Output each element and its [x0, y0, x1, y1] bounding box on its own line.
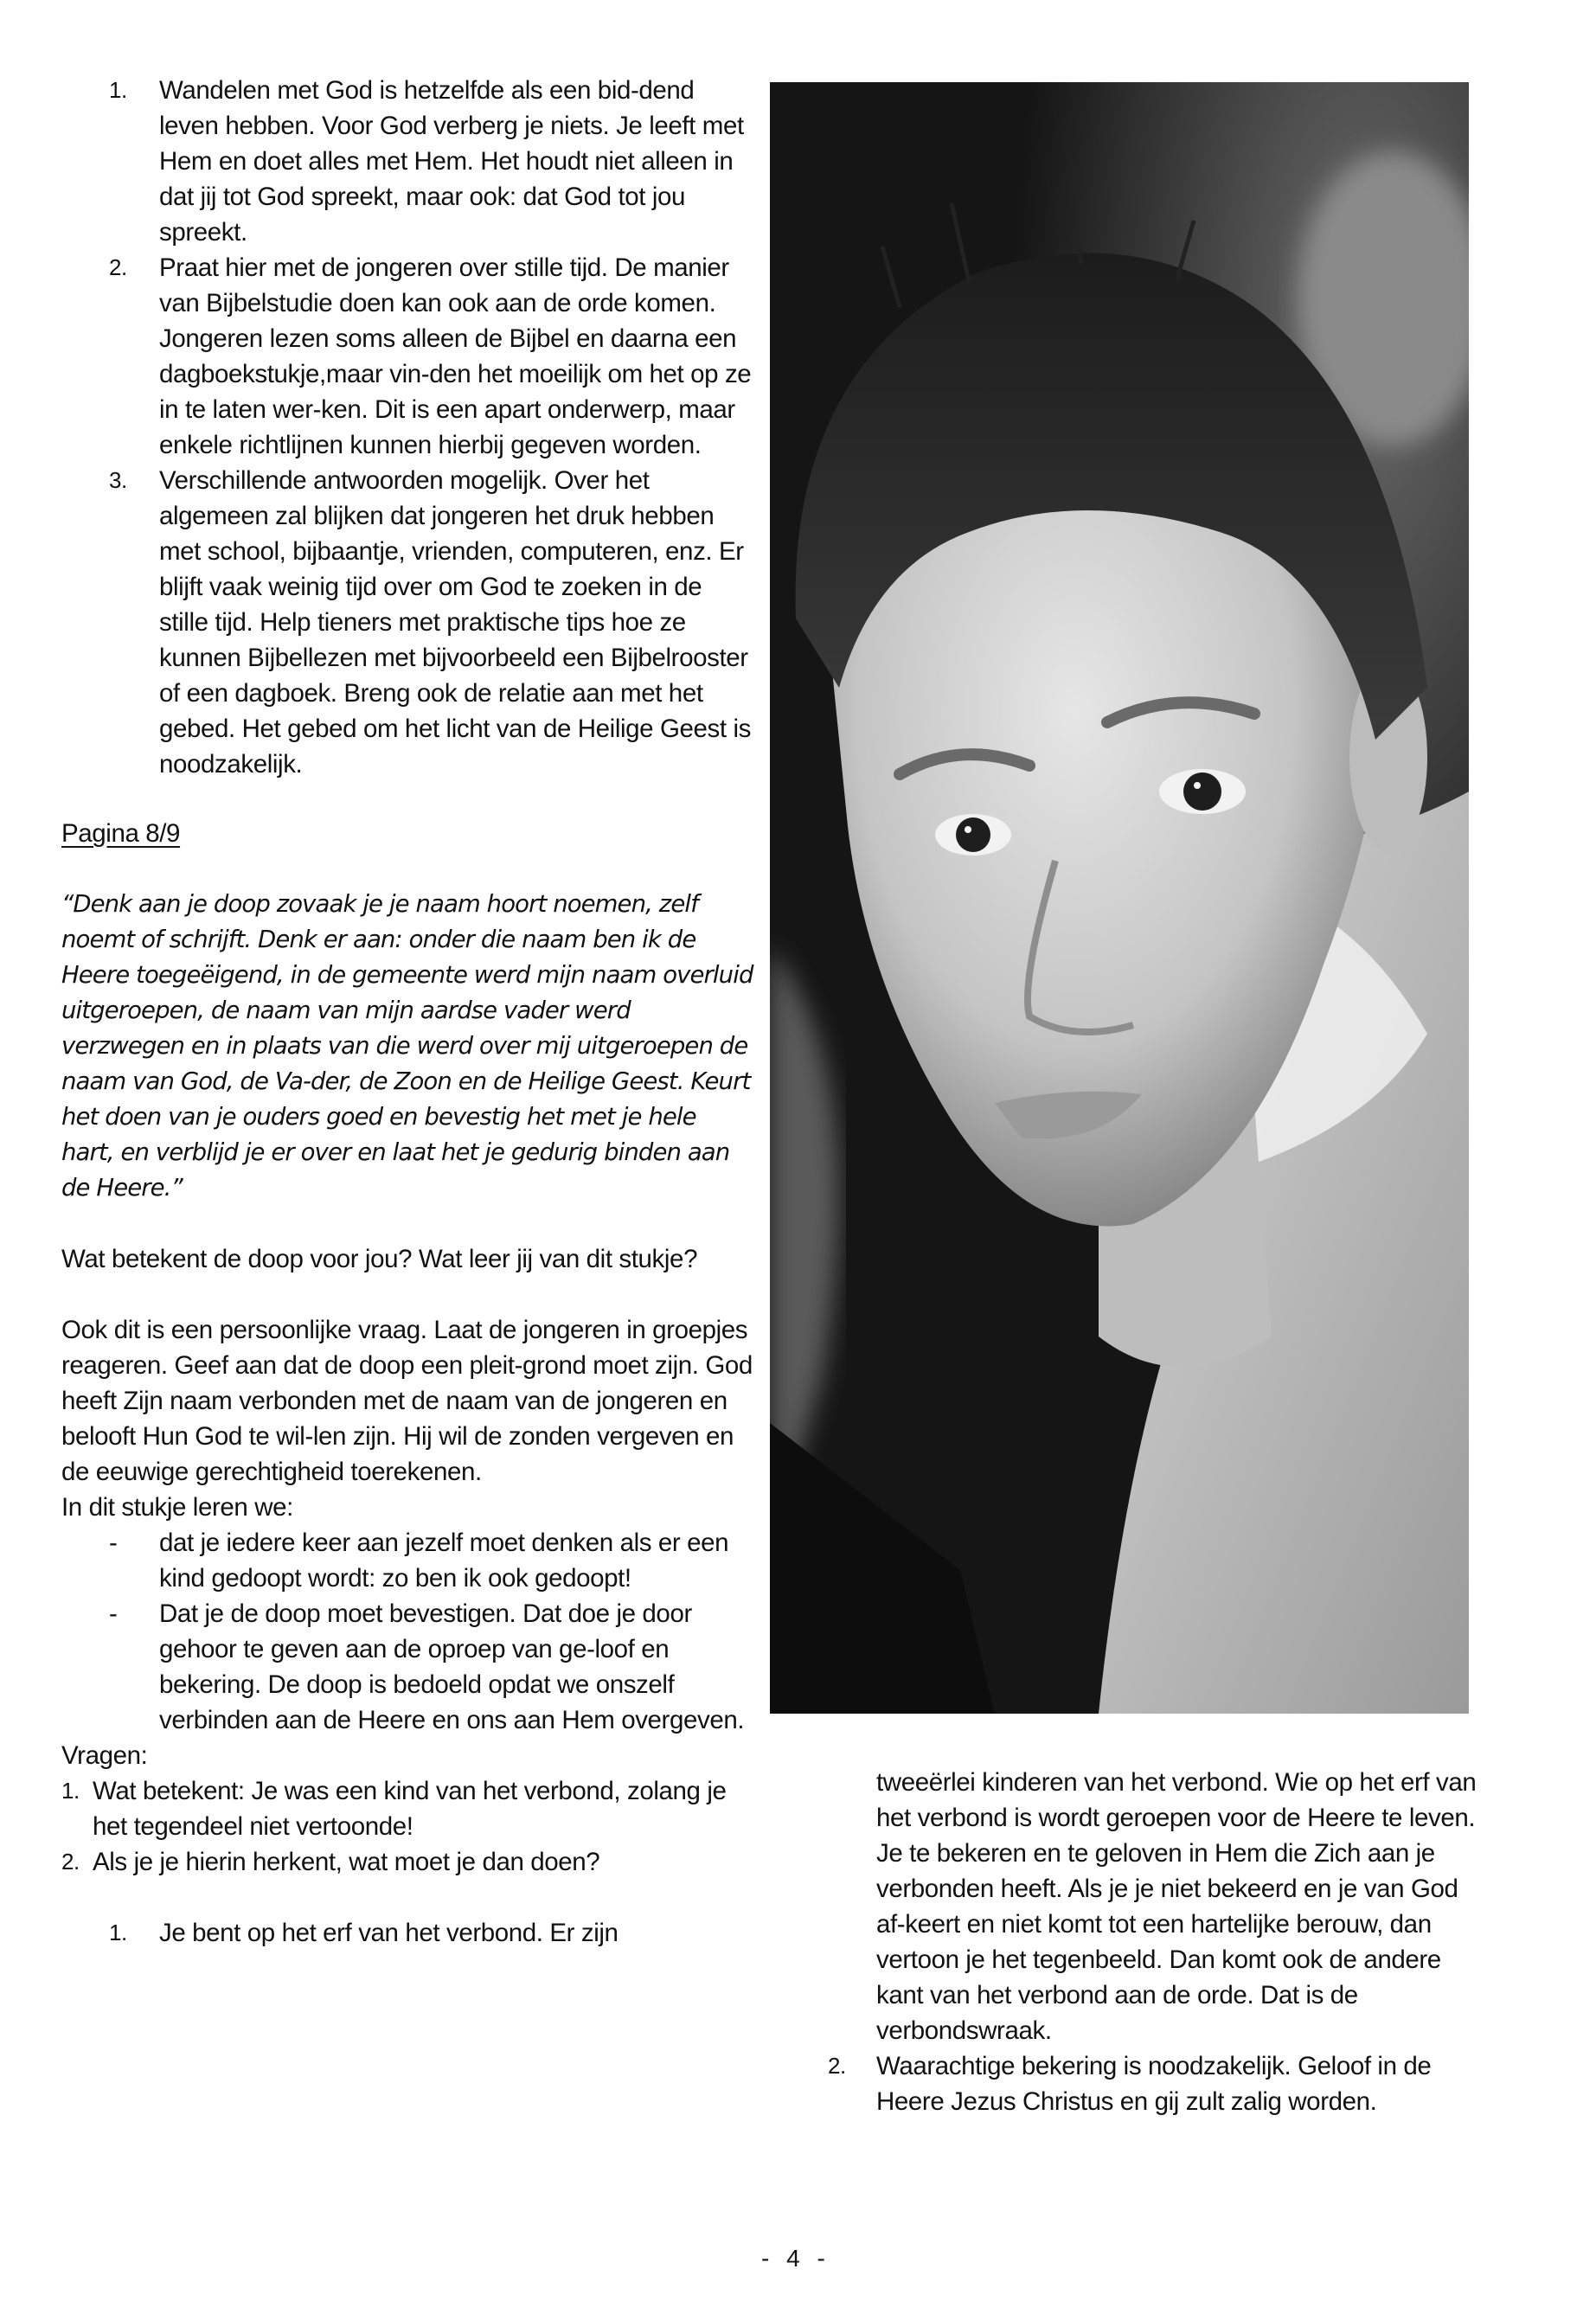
bullet-dash: -	[109, 1599, 118, 1628]
photo-illustration	[770, 82, 1469, 1714]
continuation-paragraph	[816, 1765, 1490, 2048]
answer-item	[816, 2048, 1490, 2119]
question-text: Wat betekent de doop voor jou? Wat leer jij van dit stukje?	[61, 1245, 698, 1273]
list-number: 3.	[109, 467, 127, 493]
list-number: 1.	[109, 1920, 127, 1945]
bullet-dash: -	[109, 1529, 118, 1557]
list-number: 2.	[109, 254, 127, 280]
questions-label: Vragen:	[61, 1741, 148, 1770]
answer-item	[61, 1915, 753, 1951]
left-column	[61, 73, 753, 1951]
answer-text: Wandelen met God is hetzelfde als een bid-dend leven hebben. Voor God verberg je niets. Je leeft met Hem en doet alles met Hem. Het houdt niet alleen in dat jij tot God spreekt, maar ook: dat God tot jou spreekt.	[159, 76, 744, 247]
baptism-quote: “Denk aan je doop zovaak je je naam hoort noemen, zelf noemt of schrijft. Denk er aan: onder die naam ben ik de Heere toegeëigend, in de gemeente werd mijn naam overluid uitgeroepen, de naam van mijn aardse vader werd verzwegen en in plaats van die werd over mij uitgeroepen de naam van God, de Va-der, de Zoon en de Heilige Geest. Keurt het doen van je ouders goed en bevestig het met je hele hart, en verblijd je er over en laat het je gedurig binden aan de Heere.”	[61, 890, 753, 1202]
answer-text: Je bent op het erf van het verbond. Er zijn	[159, 1919, 619, 1947]
answer-item	[61, 250, 753, 463]
question-item	[61, 1844, 753, 1880]
section-heading: Pagina 8/9	[61, 819, 181, 848]
numbered-answers-list	[61, 73, 753, 782]
question-item-text: Als je je hierin herkent, wat moet je dan doen?	[93, 1848, 600, 1876]
answer-paragraph: Ook dit is een persoonlijke vraag. Laat de jongeren in groepjes reageren. Geef aan dat de doop een pleit-grond moet zijn. God heeft Zijn naam verbonden met de naam van de jongeren en belooft Hun God te wil-len zijn. Hij wil de zonden vergeven en de eeuwige gerechtigheid toerekenen.	[61, 1316, 753, 1486]
answer-text: Praat hier met de jongeren over stille tijd. De manier van Bijbelstudie doen kan ook aan de orde komen. Jongeren lezen soms alleen de Bijbel en daarna een dagboekstukje,maar vin-den het moeilijk om het op ze in te laten wer-ken. Dit is een apart onderwerp, maar enkele richtlijnen kunnen hierbij gegeven worden.	[159, 253, 752, 459]
continuation-text: tweeërlei kinderen van het verbond. Wie op het erf van het verbond is wordt geroepen voor de Heere te leven. Je te bekeren en te geloven in Hem die Zich aan je verbonden heeft. Als je je niet bekeerd en je van God af-keert en niet komt tot een hartelijke berouw, dan vertoon je het tegenbeeld. Dan komt ook de andere kant van het verbond aan de orde. Dat is de verbondswraak.	[876, 1768, 1477, 2045]
questions-list	[61, 1773, 753, 1880]
answer-item	[61, 463, 753, 782]
lesson-item	[61, 1525, 753, 1596]
lesson-text: dat je iedere keer aan jezelf moet denken als er een kind gedoopt wordt: zo ben ik ook gedoopt!	[159, 1529, 729, 1593]
lesson-intro: In dit stukje leren we:	[61, 1493, 293, 1522]
answer-item	[61, 73, 753, 250]
question-answers-list	[61, 1915, 753, 1951]
lesson-item	[61, 1596, 753, 1738]
question-item	[61, 1773, 753, 1844]
answer-text: Waarachtige bekering is noodzakelijk. Geloof in de Heere Jezus Christus en gij zult zalig worden.	[876, 2052, 1432, 2116]
portrait-photo	[770, 82, 1469, 1714]
question-item-text: Wat betekent: Je was een kind van het verbond, zolang je het tegendeel niet vertoonde!	[93, 1777, 727, 1841]
answer-text: Verschillende antwoorden mogelijk. Over het algemeen zal blijken dat jongeren het druk hebben met school, bijbaantje, vrienden, computeren, enz. Er blijft vaak weinig tijd over om God te zoeken in de stille tijd. Help tieners met praktische tips hoe ze kunnen Bijbellezen met bijvoorbeeld een Bijbelrooster of een dagboek. Breng ook de relatie aan met het gebed. Het gebed om het licht van de Heilige Geest is noodzakelijk.	[159, 466, 751, 779]
right-column	[816, 1765, 1490, 2119]
list-number: 1.	[61, 1778, 80, 1804]
lessons-list	[61, 1525, 753, 1738]
list-number: 2.	[828, 2053, 846, 2079]
lesson-text: Dat je de doop moet bevestigen. Dat doe je door gehoor te geven aan de oproep van ge-loof en bekering. De doop is bedoeld opdat we onszelf verbinden aan de Heere en ons aan Hem overgeven.	[159, 1599, 745, 1734]
page-number: - 4 -	[761, 2245, 830, 2272]
list-number: 2.	[61, 1849, 80, 1875]
list-number: 1.	[109, 77, 127, 103]
